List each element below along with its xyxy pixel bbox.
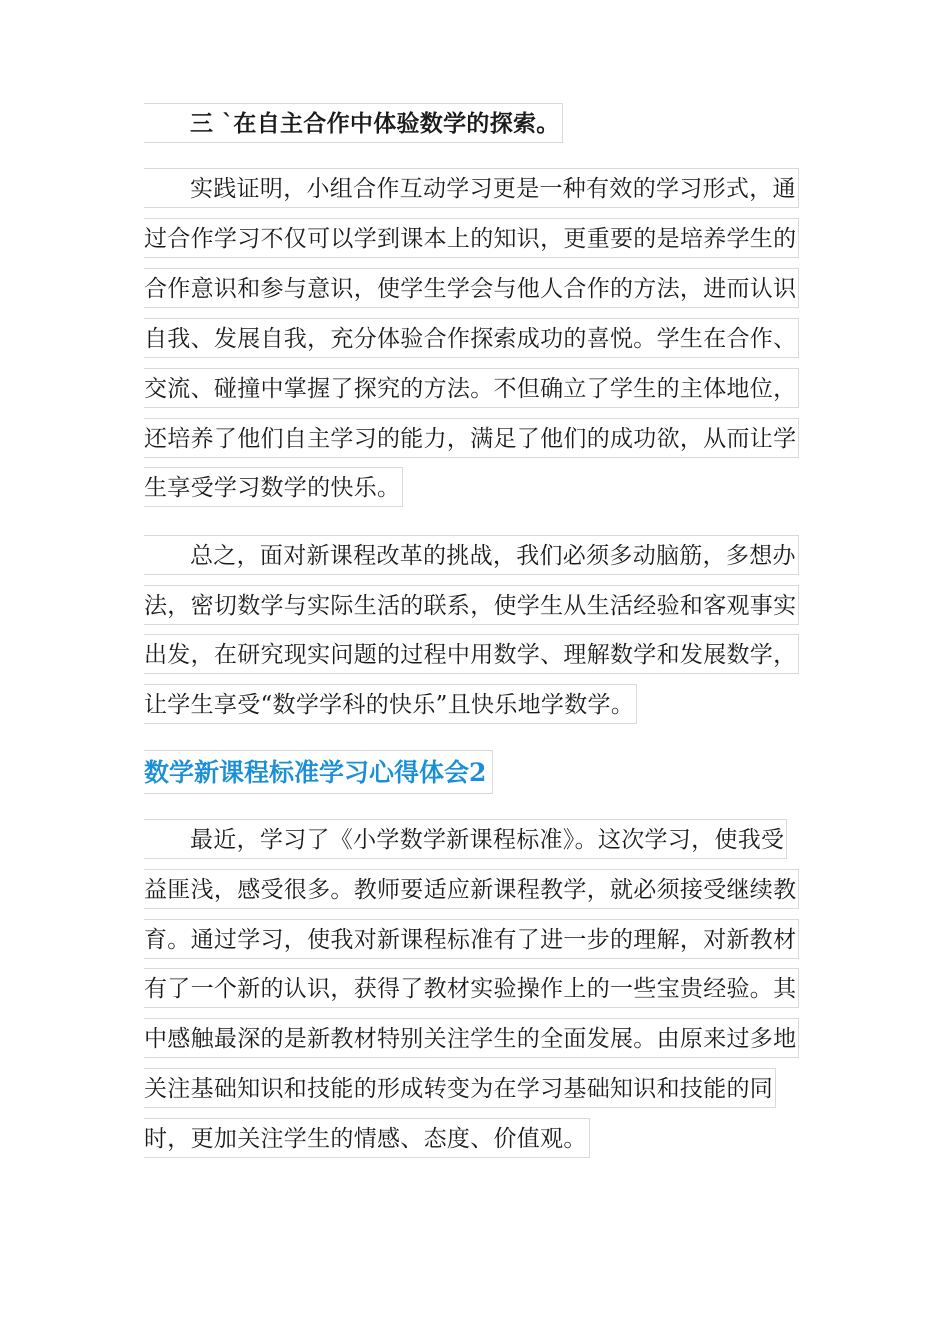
section-subheading: 三 `在自主合作中体验数学的探索。 <box>144 103 563 143</box>
text-line: 法，密切数学与实际生活的联系，使学生从生活经验和客观事实 <box>144 585 799 625</box>
text-line: 中感触最深的是新教材特别关注学生的全面发展。由原来过多地 <box>144 1018 799 1058</box>
text-line: 育。通过学习，使我对新课程标准有了进一步的理解，对新教材 <box>144 919 799 959</box>
text-line: 总之，面对新课程改革的挑战，我们必须多动脑筋，多想办 <box>144 535 799 575</box>
text-line: 有了一个新的认识，获得了教材实验操作上的一些宝贵经验。其 <box>144 968 799 1008</box>
text-line: 交流、碰撞中掌握了探究的方法。不但确立了学生的主体地位， <box>144 368 799 408</box>
text-line: 还培养了他们自主学习的能力，满足了他们的成功欲，从而让学 <box>144 418 799 458</box>
text-line: 关注基础知识和技能的形成转变为在学习基础知识和技能的同 <box>144 1068 776 1108</box>
text-line: 实践证明，小组合作互动学习更是一种有效的学习形式，通 <box>144 168 799 208</box>
text-line: 自我、发展自我，充分体验合作探索成功的喜悦。学生在合作、 <box>144 318 799 358</box>
article-heading: 数学新课程标准学习心得体会2 <box>144 750 493 794</box>
text-line: 最近，学习了《小学数学新课程标准》。这次学习，使我受 <box>144 819 787 859</box>
text-line: 生享受学习数学的快乐。 <box>144 467 403 507</box>
text-line: 出发，在研究现实问题的过程中用数学、理解数学和发展数学， <box>144 634 799 674</box>
text-line: 过合作学习不仅可以学到课本上的知识，更重要的是培养学生的 <box>144 218 799 258</box>
text-line: 让学生享受“数学学科的快乐”且快乐地学数学。 <box>144 684 637 724</box>
text-line: 益匪浅，感受很多。教师要适应新课程教学，就必须接受继续教 <box>144 869 799 909</box>
text-line: 合作意识和参与意识，使学生学会与他人合作的方法，进而认识 <box>144 268 799 308</box>
text-line: 时，更加关注学生的情感、态度、价值观。 <box>144 1118 590 1158</box>
